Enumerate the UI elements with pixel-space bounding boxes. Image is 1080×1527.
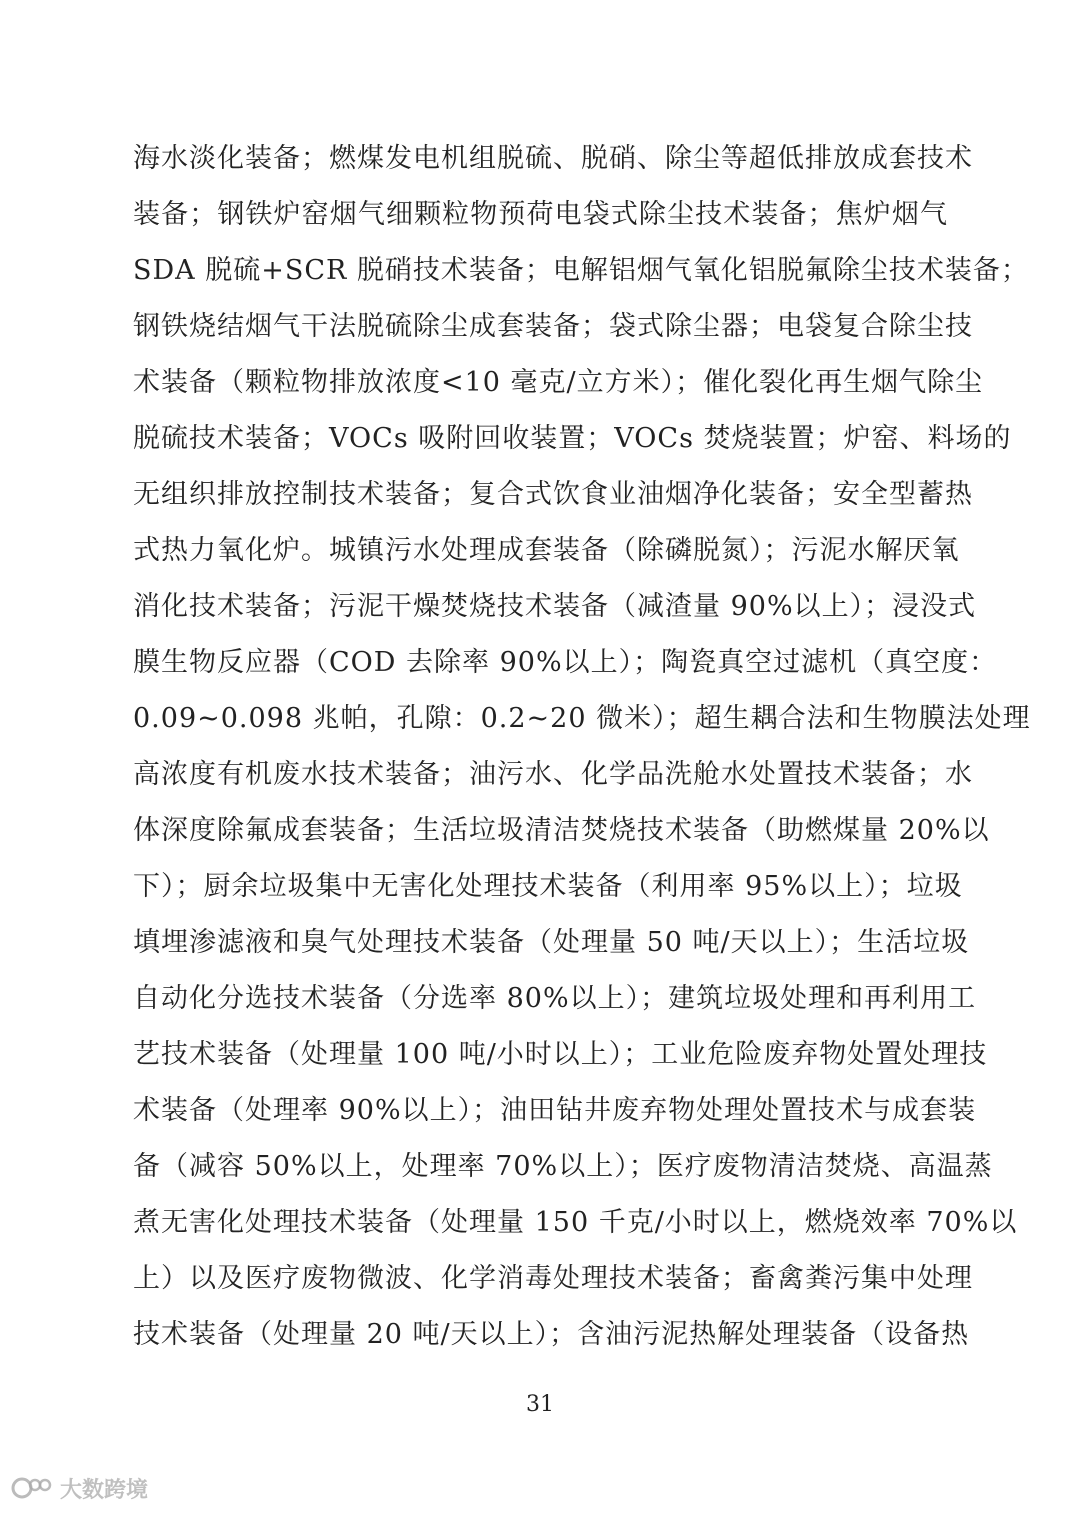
watermark-text: 大数跨境 [60,1477,149,1503]
text-line: 艺技术装备（处理量 100 吨/小时以上）；工业危险废弃物处置处理技 [133,1039,988,1070]
text-line: 高浓度有机废水技术装备；油污水、化学品洗舱水处置技术装备；水 [133,759,973,790]
text-line: 装备；钢铁炉窑烟气细颗粒物预荷电袋式除尘技术装备；焦炉烟气 [133,199,948,230]
tencent-news-logo-icon [10,1473,54,1503]
text-line: 填埋渗滤液和臭气处理技术装备（处理量 50 吨/天以上）；生活垃圾 [133,927,970,958]
text-line: 术装备（颗粒物排放浓度<10 毫克/立方米）；催化裂化再生烟气除尘 [133,367,984,398]
text-line: 式热力氧化炉。城镇污水处理成套装备（除磷脱氮）；污泥水解厌氧 [133,535,960,566]
text-line: 煮无害化处理技术装备（处理量 150 千克/小时以上，燃烧效率 70%以 [133,1207,1018,1238]
text-line: 技术装备（处理量 20 吨/天以上）；含油污泥热解处理装备（设备热 [133,1319,970,1350]
page-number: 31 [526,1392,554,1417]
text-line: 膜生物反应器（COD 去除率 90%以上）；陶瓷真空过滤机（真空度： [133,647,998,678]
text-line: 脱硫技术装备；VOCs 吸附回收装置；VOCs 焚烧装置；炉窑、料场的 [133,423,1012,454]
text-line: 备（减容 50%以上，处理率 70%以上）；医疗废物清洁焚烧、高温蒸 [133,1151,993,1182]
text-line: 术装备（处理率 90%以上）；油田钻井废弃物处理处置技术与成套装 [133,1095,977,1126]
text-line: 体深度除氟成套装备；生活垃圾清洁焚烧技术装备（助燃煤量 20%以 [133,815,990,846]
watermark [10,1468,148,1508]
text-line: 下）；厨余垃圾集中无害化处理技术装备（利用率 95%以上）；垃圾 [133,871,963,902]
text-line: 消化技术装备；污泥干燥焚烧技术装备（减渣量 90%以上）；浸没式 [133,591,977,622]
text-line: 无组织排放控制技术装备；复合式饮食业油烟净化装备；安全型蓄热 [133,479,973,510]
text-line: 海水淡化装备；燃煤发电机组脱硫、脱硝、除尘等超低排放成套技术 [133,143,973,174]
text-line: 上）以及医疗废物微波、化学消毒处理技术装备；畜禽粪污集中处理 [133,1263,973,1294]
text-line: SDA 脱硫+SCR 脱硝技术装备；电解铝烟气氧化铝脱氟除尘技术装备； [133,255,1029,286]
text-line: 钢铁烧结烟气干法脱硫除尘成套装备；袋式除尘器；电袋复合除尘技 [133,311,973,342]
text-line: 0.09~0.098 兆帕，孔隙：0.2~20 微米）；超生耦合法和生物膜法处理 [133,703,1031,734]
text-line: 自动化分选技术装备（分选率 80%以上）；建筑垃圾处理和再利用工 [133,983,977,1014]
